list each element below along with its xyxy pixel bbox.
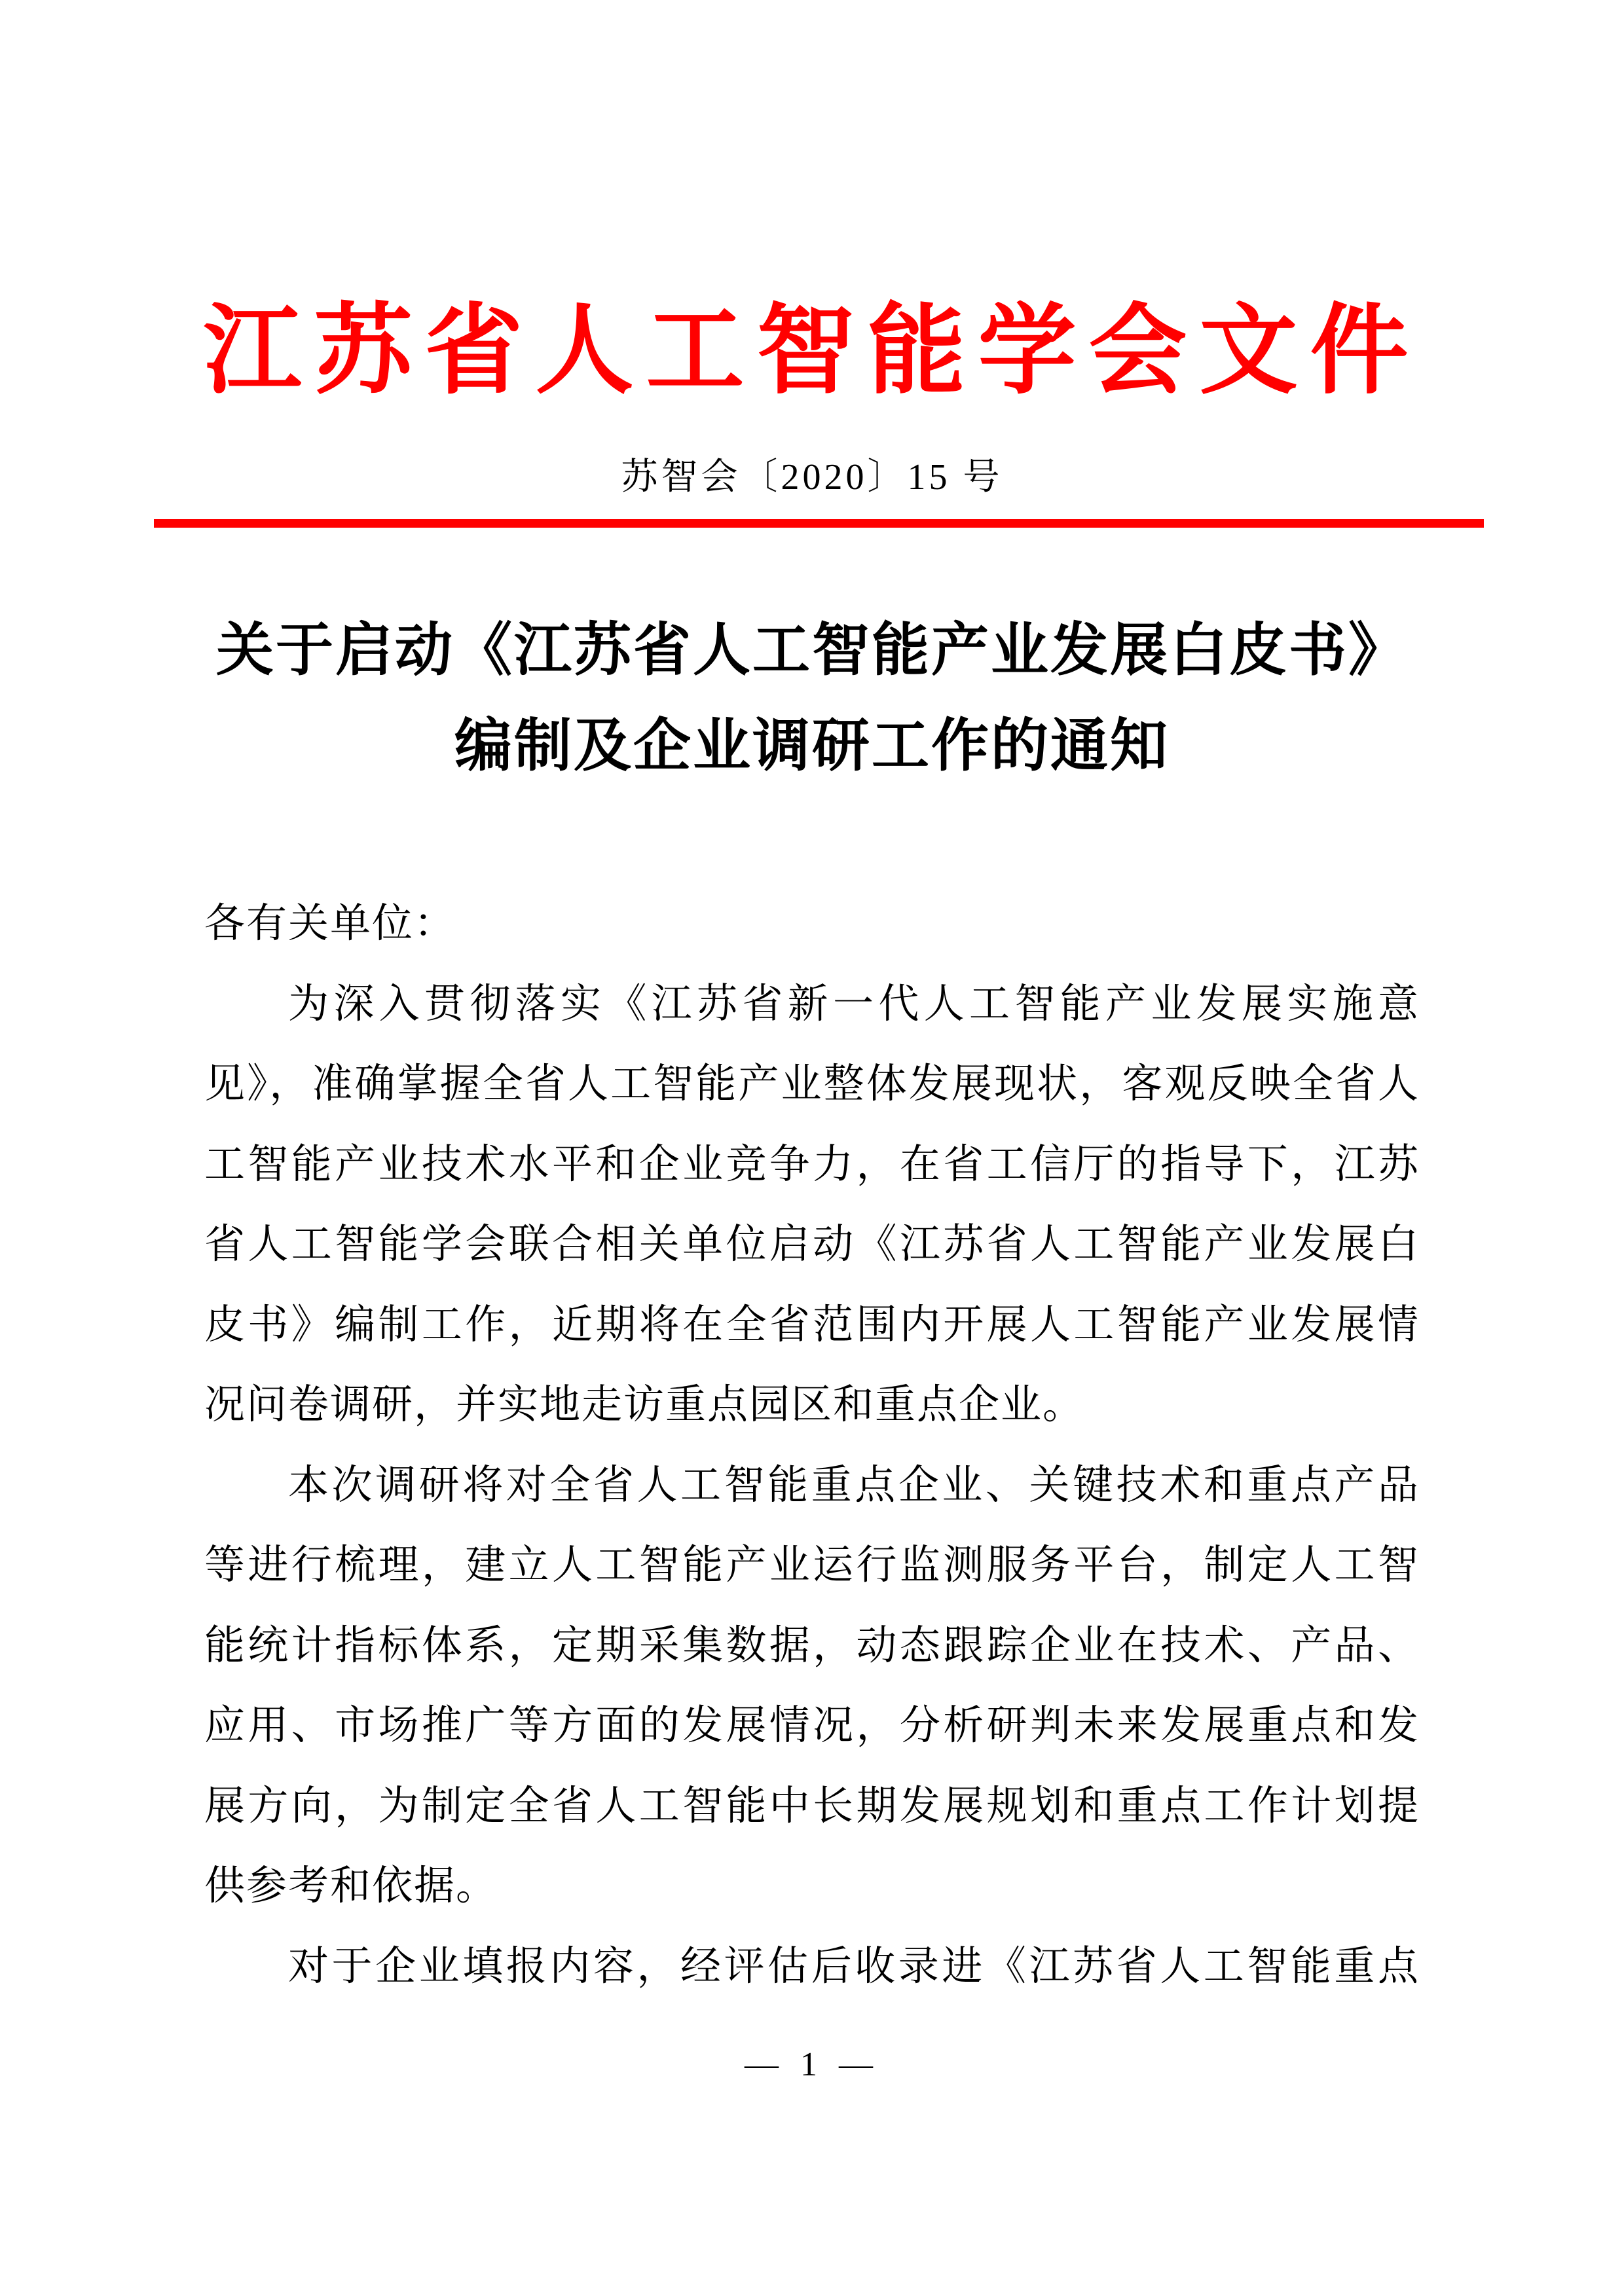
body-line: 工智能产业技术水平和企业竞争力，在省工信厅的指导下，江苏 <box>204 1142 1420 1187</box>
body-line: 见》，准确掌握全省人工智能产业整体发展现状，客观反映全省人 <box>204 1062 1420 1106</box>
notice-title-line1: 关于启动《江苏省人工智能产业发展白皮书》 <box>215 619 1408 683</box>
body-line: 等进行梳理，建立人工智能产业运行监测服务平台，制定人工智 <box>204 1543 1420 1588</box>
document-body <box>204 884 1420 2007</box>
letterhead-org-title: 江苏省人工智能学会文件 <box>203 297 1421 406</box>
body-line: 况问卷调研，并实地走访重点园区和重点企业。 <box>204 1383 1085 1427</box>
body-line: 本次调研将对全省人工智能重点企业、关键技术和重点产品 <box>288 1463 1420 1508</box>
body-line: 供参考和依据。 <box>204 1864 498 1908</box>
letterhead-divider-line <box>154 519 1484 528</box>
body-line: 为深入贯彻落实《江苏省新一代人工智能产业发展实施意 <box>288 981 1420 1027</box>
body-line: 皮书》编制工作，近期将在全省范围内开展人工智能产业发展情 <box>204 1302 1420 1347</box>
document-number: 苏智会〔2020〕15 号 <box>621 457 1003 498</box>
salutation-line: 各有关单位： <box>204 902 456 946</box>
body-line: 能统计指标体系，定期采集数据，动态跟踪企业在技术、产品、 <box>204 1623 1420 1668</box>
notice-title <box>0 604 1624 795</box>
body-line: 展方向，为制定全省人工智能中长期发展规划和重点工作计划提 <box>204 1783 1420 1829</box>
body-line: 应用、市场推广等方面的发展情况，分析研判未来发展重点和发 <box>204 1704 1420 1748</box>
notice-title-line2: 编制及企业调研工作的通知 <box>454 715 1170 778</box>
body-line: 省人工智能学会联合相关单位启动《江苏省人工智能产业发展白 <box>204 1222 1420 1267</box>
page-number: — 1 — <box>745 2046 879 2083</box>
body-line: 对于企业填报内容，经评估后收录进《江苏省人工智能重点 <box>288 1944 1420 1989</box>
